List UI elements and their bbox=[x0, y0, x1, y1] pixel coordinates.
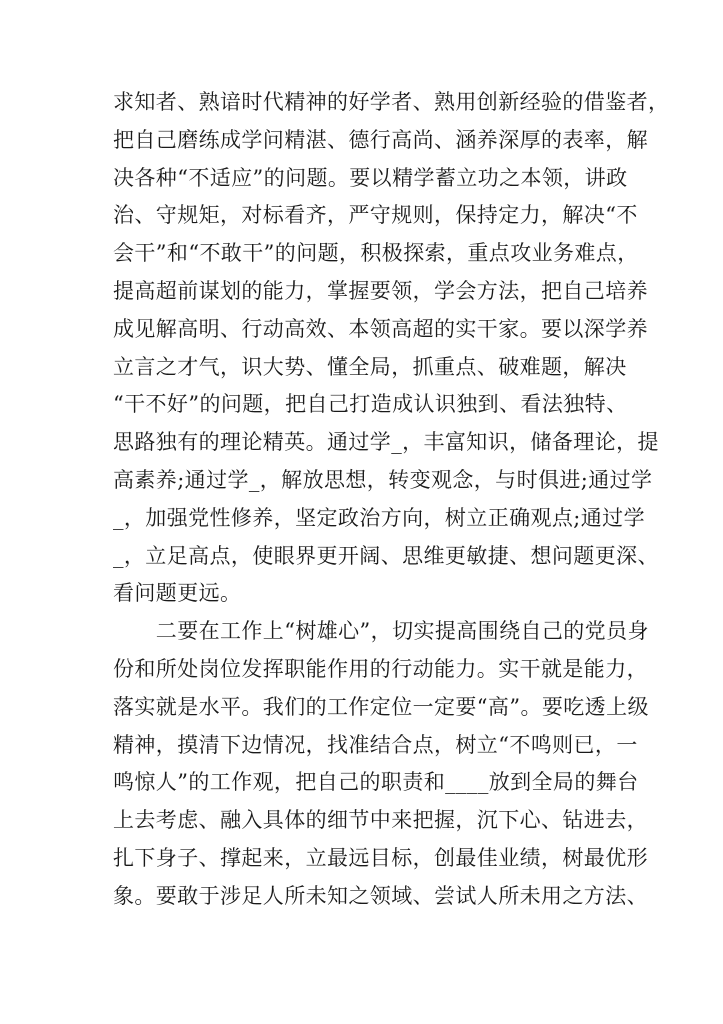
text-line: 高素养;通过学_，解放思想，转变观念，与时俱进;通过学 bbox=[113, 467, 653, 492]
paragraph-start-line: 二要在工作上“树雄心”，切实提高围绕自己的党员身 bbox=[113, 619, 649, 644]
text-line: 立言之才气，识大势、懂全局，抓重点、破难题，解决 bbox=[113, 354, 627, 379]
text-line: 把自己磨练成学问精湛、德行高尚、涵养深厚的表率，解 bbox=[113, 127, 648, 152]
text-line: 上去考虑、融入具体的细节中来把握，沉下心、钻进去， bbox=[113, 808, 648, 833]
text-line: 思路独有的理论精英。通过学_，丰富知识，储备理论，提 bbox=[113, 430, 659, 455]
text-line: 求知者、熟谙时代精神的好学者、熟用创新经验的借鉴者， bbox=[113, 90, 670, 114]
text-line: 看问题更远。 bbox=[113, 581, 242, 606]
text-line: _，加强党性修养，坚定政治方向，树立正确观点;通过学 bbox=[113, 505, 645, 530]
text-line: 扎下身子、撑起来，立最远目标，创最佳业绩，树最优形 bbox=[113, 845, 648, 870]
text-line: 成见解高明、行动高效、本领高超的实干家。要以深学养 bbox=[113, 316, 648, 341]
text-line: _，立足高点，使眼界更开阔、思维更敏捷、想问题更深、 bbox=[113, 543, 659, 568]
text-line: 精神，摸清下边情况，找准结合点，树立“不鸣则已，一 bbox=[113, 732, 638, 757]
text-line: 决各种“不适应”的问题。要以精学蓄立功之本领，讲政 bbox=[113, 165, 628, 190]
text-line: 份和所处岗位发挥职能作用的行动能力。实干就是能力， bbox=[113, 656, 648, 681]
text-line: “干不好”的问题，把自己打造成认识独到、看法独特、 bbox=[113, 392, 628, 417]
text-line: 象。要敢于涉足人所未知之领域、尝试人所未用之方法、 bbox=[113, 883, 648, 908]
text-line: 会干”和“不敢干”的问题，积极探索，重点攻业务难点， bbox=[113, 241, 639, 266]
text-line: 落实就是水平。我们的工作定位一定要“高”。要吃透上级 bbox=[113, 694, 649, 719]
text-line: 提高超前谋划的能力，掌握要领，学会方法，把自己培养 bbox=[113, 278, 648, 303]
body-text bbox=[113, 84, 670, 916]
text-line: 鸣惊人”的工作观，把自己的职责和____放到全局的舞台 bbox=[113, 770, 639, 795]
text-line: 治、守规矩，对标看齐，严守规则，保持定力，解决“不 bbox=[113, 203, 638, 228]
